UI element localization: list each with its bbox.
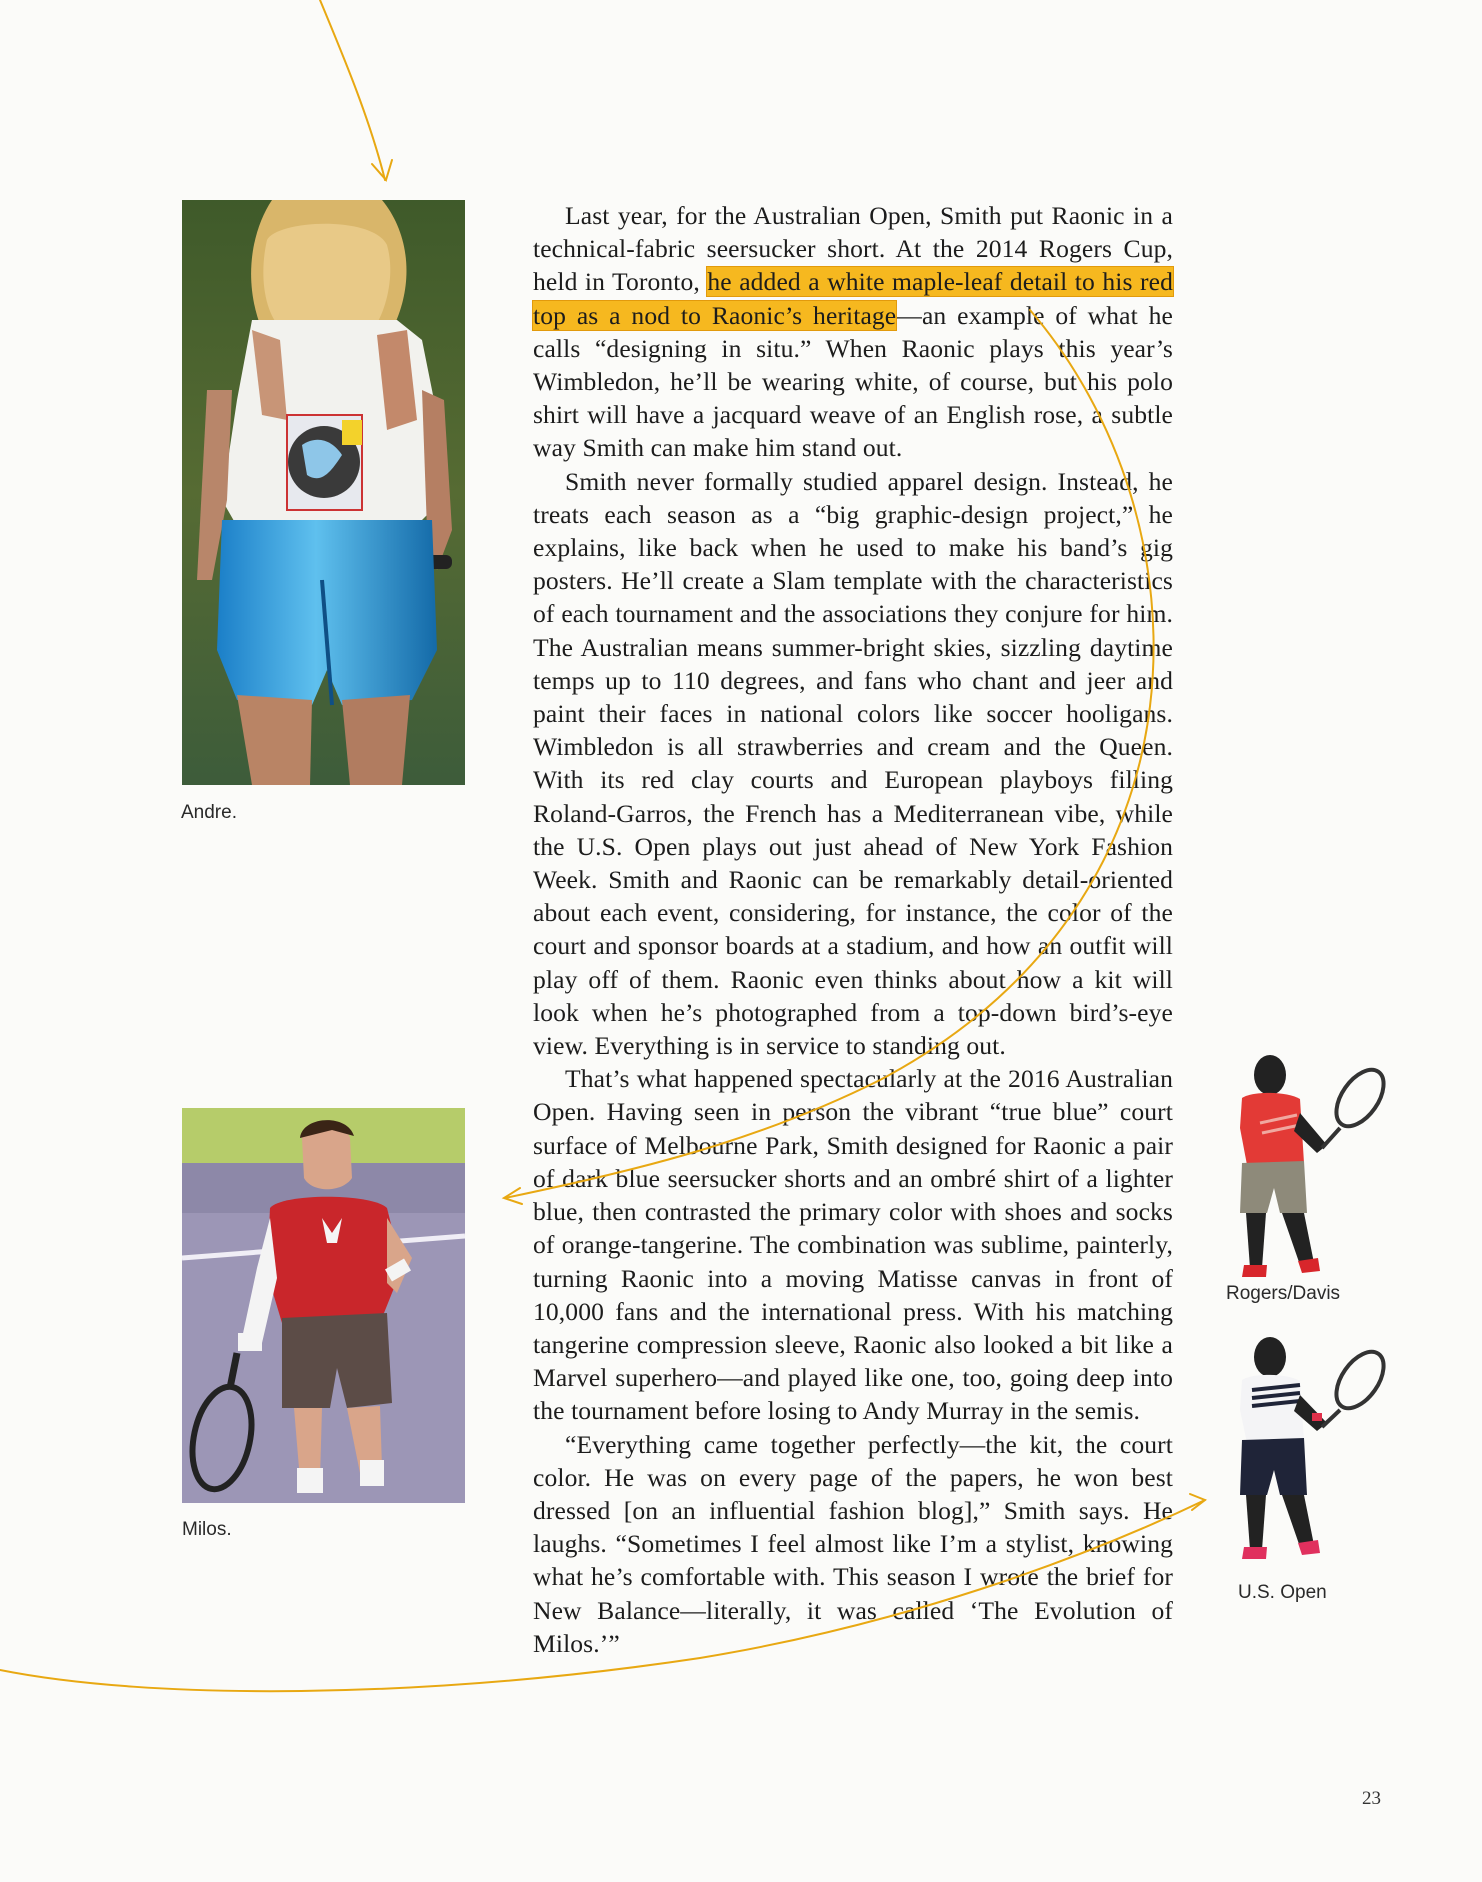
- milos-caption: Milos.: [182, 1519, 232, 1540]
- lower-arc-head: [1190, 1494, 1205, 1510]
- us-open-player-figure: [1222, 1335, 1387, 1565]
- paragraph-4: “Everything came together perfectly—the kit, the court color. He was on every page of the papers, he won best dressed [on an influential fashion blog],” Smith says. He laughs. “Sometimes I feel almost like I’m a stylist, knowing what he’s comfortable with. This season I wrote the brief for New Balance—literally, it was called ‘The Evolution of Milos.’”: [533, 1429, 1173, 1658]
- andre-caption: Andre.: [181, 802, 237, 823]
- paragraph-3: That’s what happened spectacularly at the 2016 Australian Open. Having seen in person the vibrant “true blue” court surface of Melbourne Park, Smith designed for Raonic a pair of dark blue seersucker shorts and an ombré shirt of a lighter blue, then contrasted the primary color with shoes and socks of orange-tangerine. The combination was sublime, painterly, turning Raonic into a moving Matisse canvas in front of 10,000 fans and the international press. With his matching tangerine compression sleeve, Raonic also looked a bit like a Marvel superhero—and played like one, too, going deep into the tournament before losing to Andy Murray in the semis.: [533, 1064, 1173, 1426]
- us-open-caption: U.S. Open: [1238, 1582, 1327, 1603]
- main-arc-head: [504, 1188, 522, 1204]
- rogers-davis-illustration: [1222, 1053, 1387, 1283]
- milos-photo: [182, 1108, 465, 1503]
- milos-photo-illustration: [182, 1108, 465, 1503]
- paragraph-2: Smith never formally studied apparel design. Instead, he treats each season as a “big graphic-design project,” he explains, like back when he used to make his band’s gig posters. He’ll create a Slam template with the characteristics of each tournament and the associations they conjure for him. The Australian means summer-bright skies, sizzling daytime temps up to 110 degrees, and fans who chant and jeer and paint their faces in national colors like soccer hooligans. Wimbledon is all strawberries and cream and the Queen. With its red clay courts and European playboys filling Roland-Garros, the French has a Mediterranean vibe, while the U.S. Open plays out just ahead of New York Fashion Week. Smith and Raonic can be remarkably detail-oriented about each event, considering, for instance, the color of the court and sponsor boards at a stadium, and how an outfit will play off of them. Raonic even thinks about how a kit will look when he’s photographed from a top-down bird’s-eye view. Everything is in service to standing out.: [533, 466, 1173, 1061]
- andre-photo: [182, 200, 465, 785]
- us-open-illustration: [1222, 1335, 1387, 1565]
- paragraph-1: [533, 199, 1173, 465]
- highlighted-passage: he added a white maple-leaf detail to his red top as a nod to Raonic’s heritage: [533, 267, 1173, 330]
- rogers-davis-player-figure: [1222, 1053, 1387, 1283]
- rogers-davis-caption: Rogers/Davis: [1226, 1283, 1341, 1304]
- andre-photo-illustration: [182, 200, 465, 785]
- top-arrow-head: [372, 160, 392, 180]
- top-arrow-line: [320, 0, 385, 180]
- paragraph-1-lead: Last year, for the Australian Open, Smith put Raonic in a technical-fabric seersucker short. At the 2014 Rogers Cup, held in Toronto,: [533, 201, 1173, 297]
- paragraph-1-rest: —an example of what he calls “designing in situ.” When Raonic plays this year’s Wimbledon, he’ll be wearing white, of course, but his polo shirt will have a jacquard weave of an English rose, a subtle way Smith can make him stand out.: [533, 300, 1173, 463]
- page-number: 23: [1362, 1788, 1381, 1809]
- article-body: [533, 199, 1173, 1660]
